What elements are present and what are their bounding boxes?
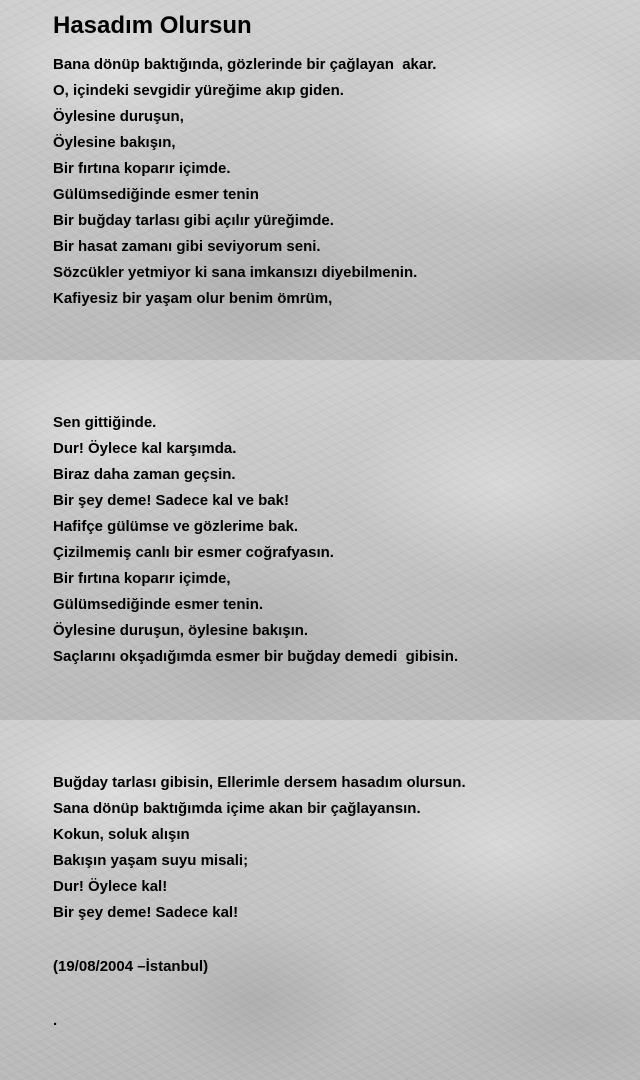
poem-line: O, içindeki sevgidir yüreğime akıp giden. bbox=[53, 82, 344, 99]
poem-line: Bir hasat zamanı gibi seviyorum seni. bbox=[53, 238, 321, 255]
poem-line: Gülümsediğinde esmer tenin bbox=[53, 186, 259, 203]
poem-line: Bir buğday tarlası gibi açılır yüreğimde. bbox=[53, 212, 334, 229]
poem-line: Bakışın yaşam suyu misali; bbox=[53, 852, 249, 869]
poem-line: Öylesine duruşun, öylesine bakışın. bbox=[53, 622, 309, 639]
end-mark: . bbox=[53, 1012, 58, 1029]
poem-line: Hafifçe gülümse ve gözlerime bak. bbox=[53, 518, 299, 535]
poem-line: Saçlarını okşadığımda esmer bir buğday demedi gibisin. bbox=[53, 648, 459, 665]
poem-line: Çizilmemiş canlı bir esmer coğrafyasın. bbox=[53, 544, 334, 561]
poem-line: Sözcükler yetmiyor ki sana imkansızı diyebilmenin. bbox=[53, 264, 418, 281]
poem-line: Bana dönüp baktığında, gözlerinde bir çağlayan akar. bbox=[53, 56, 437, 73]
poem-panel-1 bbox=[0, 0, 640, 360]
poem-line: Buğday tarlası gibisin, Ellerimle dersem hasadım olursun. bbox=[53, 774, 466, 791]
poem-line: Bir şey deme! Sadece kal! bbox=[53, 904, 239, 921]
poem-line: Bir fırtına koparır içimde, bbox=[53, 570, 231, 587]
poem-line: Kafiyesiz bir yaşam olur benim ömrüm, bbox=[53, 290, 333, 307]
poem-line: Kokun, soluk alışın bbox=[53, 826, 190, 843]
poem-line: Biraz daha zaman geçsin. bbox=[53, 466, 236, 483]
poem-line: Öylesine duruşun, bbox=[53, 108, 184, 125]
poem-title: Hasadım Olursun bbox=[53, 12, 252, 39]
stanza-3 bbox=[53, 770, 466, 926]
poem-panel-2 bbox=[0, 360, 640, 720]
poem-line: Dur! Öylece kal karşımda. bbox=[53, 440, 237, 457]
poem-date: (19/08/2004 –İstanbul) bbox=[53, 958, 209, 975]
poem-line: Sen gittiğinde. bbox=[53, 414, 157, 431]
poem-line: Dur! Öylece kal! bbox=[53, 878, 168, 895]
stanza-1 bbox=[53, 52, 436, 312]
poem-line: Öylesine bakışın, bbox=[53, 134, 176, 151]
poem-line: Gülümsediğinde esmer tenin. bbox=[53, 596, 264, 613]
poem-panel-3 bbox=[0, 720, 640, 1080]
poem-line: Bir fırtına koparır içimde. bbox=[53, 160, 231, 177]
stanza-2 bbox=[53, 410, 458, 670]
poem-line: Sana dönüp baktığımda içime akan bir çağlayansın. bbox=[53, 800, 421, 817]
poem-line: Bir şey deme! Sadece kal ve bak! bbox=[53, 492, 289, 509]
